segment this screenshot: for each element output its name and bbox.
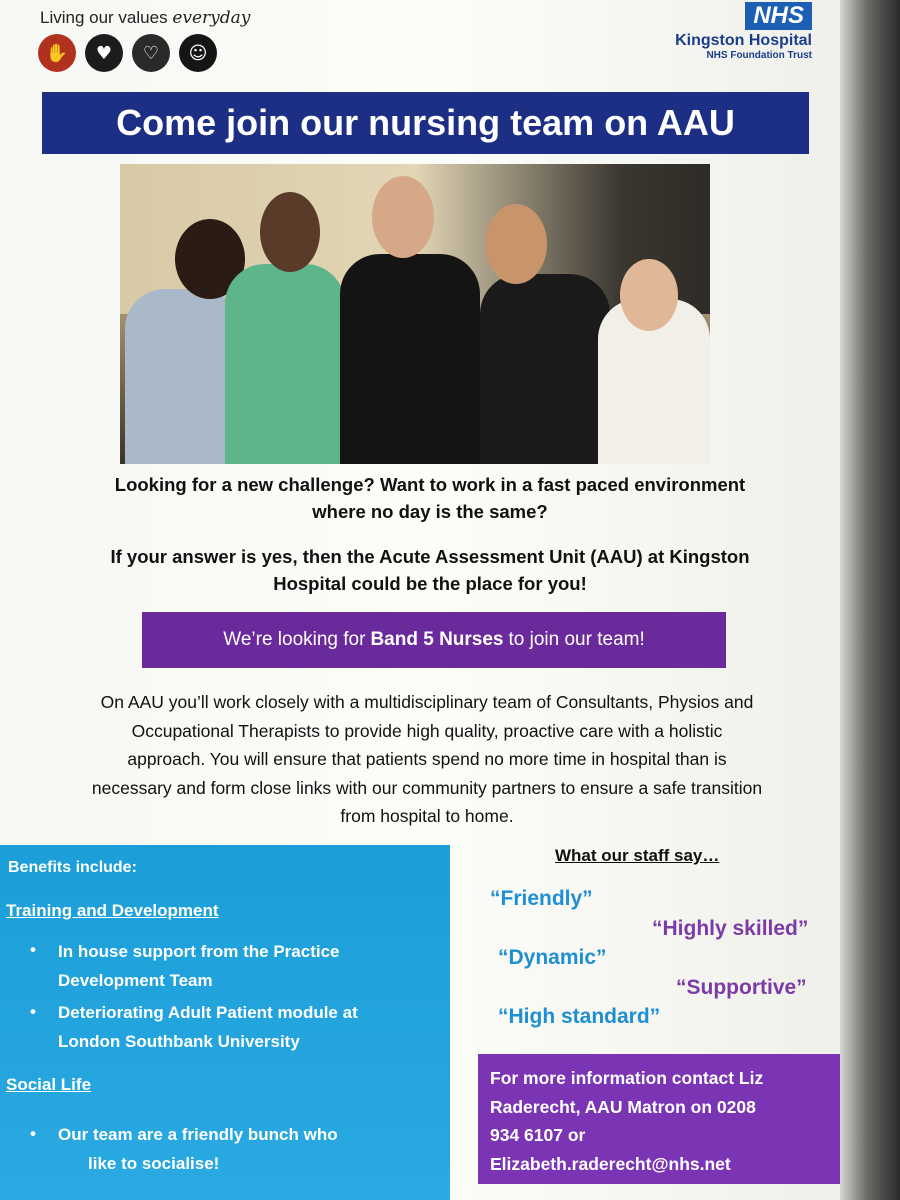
handshake-icon: ✋ [38, 34, 76, 72]
social-heading: Social Life [6, 1075, 92, 1094]
benefit-item: In house support from the Practice Development Team [58, 942, 340, 990]
benefits-panel [0, 845, 450, 1200]
photo-head [372, 176, 434, 258]
benefits-heading: Benefits include: [8, 859, 137, 876]
training-heading: Training and Development [6, 901, 219, 920]
hospital-name: Kingston Hospital [675, 32, 812, 49]
people-icon: ☺ [179, 34, 217, 72]
trust-name: NHS Foundation Trust [706, 50, 812, 61]
quote: “High standard” [498, 1005, 661, 1028]
quote: “Dynamic” [498, 946, 607, 969]
heart-shield-icon: ♥ [85, 34, 123, 72]
quote: “Friendly” [490, 887, 593, 910]
nhs-branding [612, 2, 812, 61]
photo-person [125, 289, 240, 464]
team-photo [120, 164, 710, 464]
values-tagline: Living our values everyday [40, 8, 251, 28]
photo-head [620, 259, 678, 331]
intro-answer: If your answer is yes, then the Acute Assessment Unit (AAU) at Kingston Hospital could be the place for you! [110, 546, 750, 594]
photo-head [260, 192, 320, 272]
photo-head [485, 204, 547, 284]
bullet: • [30, 1002, 36, 1021]
value-icons [38, 34, 217, 72]
benefit-item: Deteriorating Adult Patient module at London Southbank University [58, 1003, 358, 1051]
quote: “Supportive” [676, 976, 807, 999]
page-title: Come join our nursing team on AAU [42, 92, 809, 154]
quote: “Highly skilled” [652, 917, 809, 940]
photo-person [225, 264, 345, 464]
nhs-logo: NHS [745, 2, 812, 30]
staff-say-heading: What our staff say… [555, 846, 720, 865]
role-description: On AAU you’ll work closely with a multidisciplinary team of Consultants, Physios and Occupational Therapists to provide high quality, proactive care with a holistic approach. You will ensure that patients spend no more time in hospital than is necessary and form close links with our community partners to ensure a safe transition from hospital to home. [91, 692, 763, 826]
heart-hands-icon: ♡ [132, 34, 170, 72]
recruiting-banner: We’re looking for Band 5 Nurses to join our team! [142, 612, 726, 668]
photo-person [340, 254, 480, 464]
intro-question: Looking for a new challenge? Want to work in a fast paced environment where no day is the same? [114, 474, 746, 522]
bullet: • [30, 940, 36, 959]
contact-email[interactable]: Elizabeth.raderecht@nhs.net [490, 1153, 731, 1174]
benefit-item: Our team are a friendly bunch who like to socialise! [58, 1125, 338, 1173]
screen-bezel [840, 0, 900, 1200]
photo-person [480, 274, 610, 464]
contact-box: For more information contact Liz Raderecht, AAU Matron on 0208 934 6107 or Elizabeth.raderecht@nhs.net [478, 1054, 861, 1184]
bullet: • [30, 1124, 36, 1143]
